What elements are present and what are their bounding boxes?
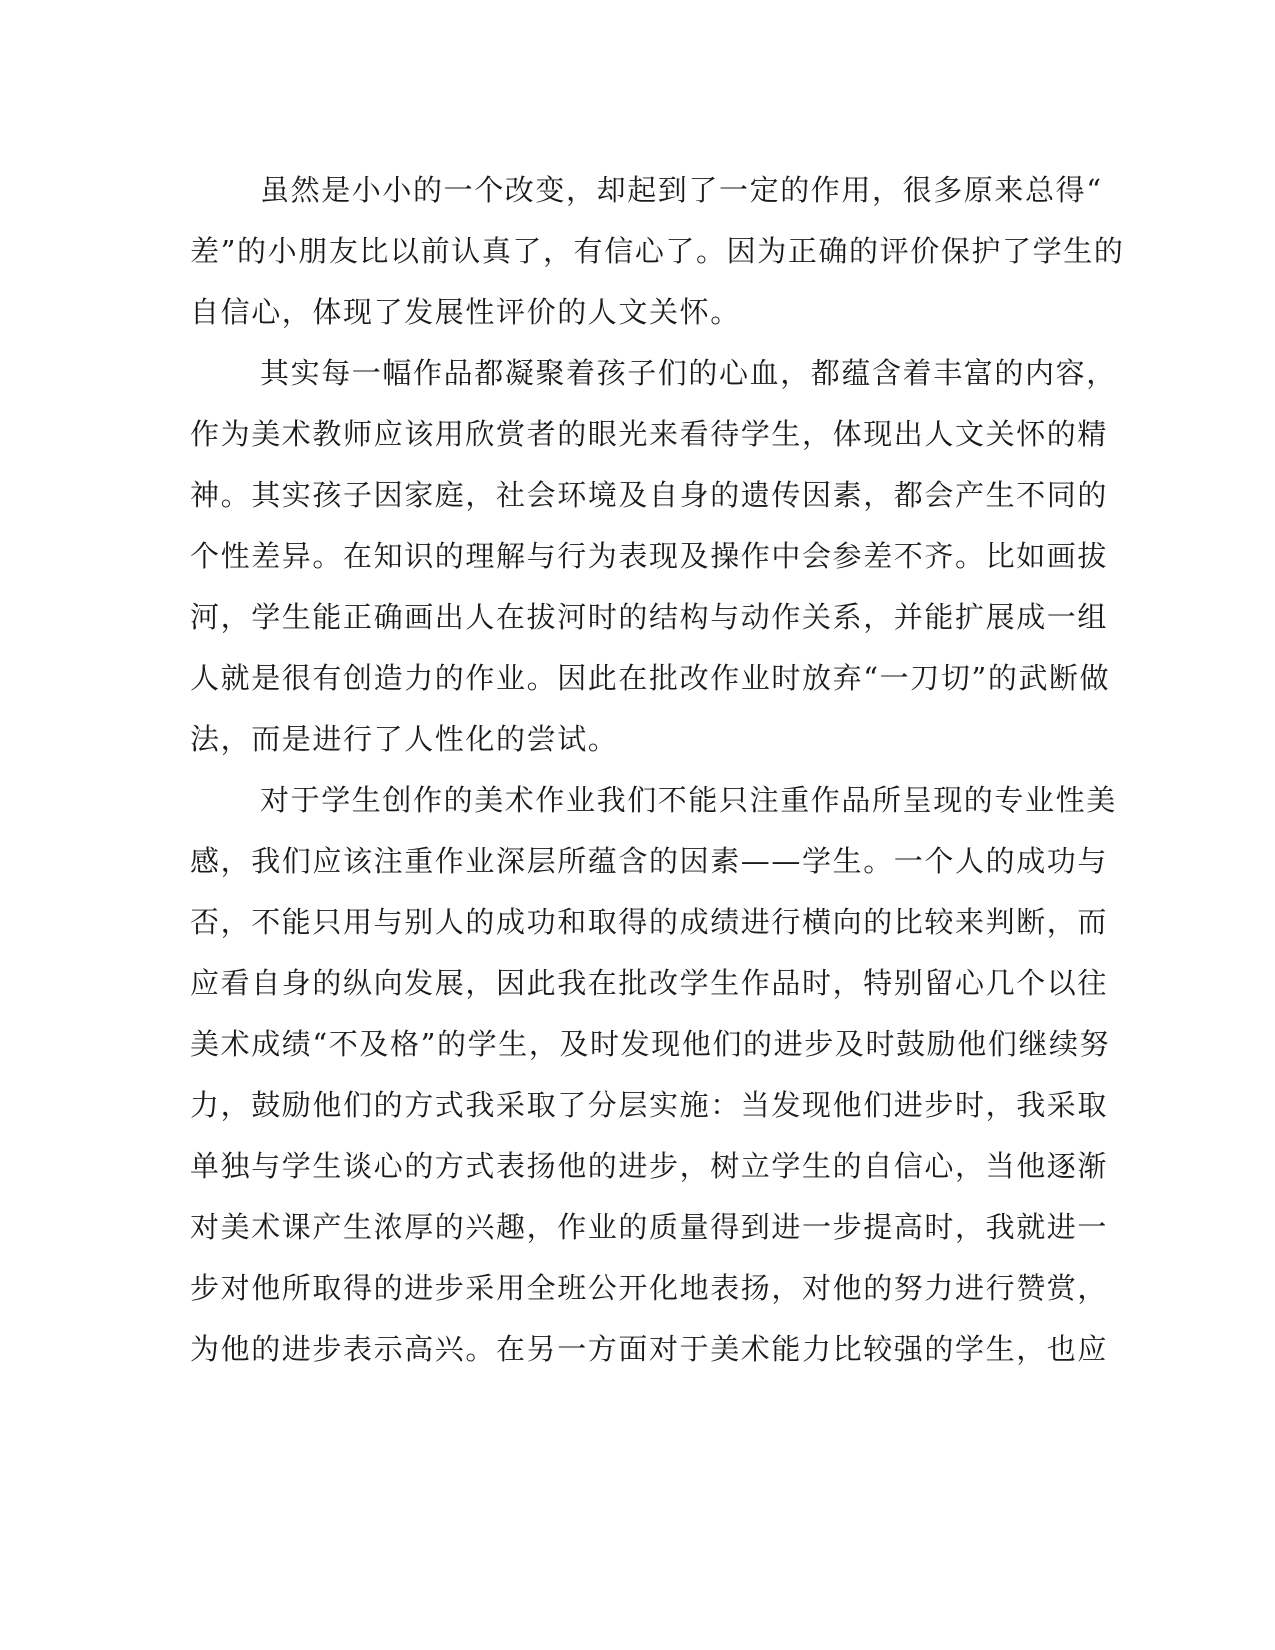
paragraph-3-line-9: 步对他所取得的进步采用全班公开化地表扬，对他的努力进行赞赏，	[190, 1271, 1109, 1305]
paragraph-3-line-5: 美术成绩“不及格”的学生，及时发现他们的进步及时鼓励他们继续努	[190, 1027, 1111, 1061]
paragraph-3-line-2: 感，我们应该注重作业深层所蕴含的因素——学生。一个人的成功与	[190, 844, 1109, 878]
document-body	[190, 160, 1125, 1380]
paragraph-2-line-1: 其实每一幅作品都凝聚着孩子们的心血，都蕴含着丰富的内容，	[260, 356, 1117, 390]
paragraph-2-line-7: 法，而是进行了人性化的尝试。	[190, 722, 619, 756]
paragraph-2-line-5: 河，学生能正确画出人在拔河时的结构与动作关系，并能扩展成一组	[190, 600, 1109, 634]
paragraph-1-line-1: 虽然是小小的一个改变，却起到了一定的作用，很多原来总得“	[260, 173, 1103, 207]
paragraph-2-line-6: 人就是很有创造力的作业。因此在批改作业时放弃“一刀切”的武断做	[190, 661, 1111, 695]
paragraph-2-line-4: 个性差异。在知识的理解与行为表现及操作中会参差不齐。比如画拔	[190, 539, 1109, 573]
paragraph-2-line-3: 神。其实孩子因家庭，社会环境及自身的遗传因素，都会产生不同的	[190, 478, 1109, 512]
paragraph-3-line-10: 为他的进步表示高兴。在另一方面对于美术能力比较强的学生，也应	[190, 1332, 1109, 1366]
paragraph-3-line-4: 应看自身的纵向发展，因此我在批改学生作品时，特别留心几个以往	[190, 966, 1109, 1000]
paragraph-3-line-1: 对于学生创作的美术作业我们不能只注重作品所呈现的专业性美	[260, 783, 1117, 817]
paragraph-1-line-3: 自信心，体现了发展性评价的人文关怀。	[190, 295, 741, 329]
paragraph-3-line-3: 否，不能只用与别人的成功和取得的成绩进行横向的比较来判断，而	[190, 905, 1109, 939]
paragraph-1-line-2: 差”的小朋友比以前认真了，有信心了。因为正确的评价保护了学生的	[190, 234, 1125, 268]
paragraph-3-line-8: 对美术课产生浓厚的兴趣，作业的质量得到进一步提高时，我就进一	[190, 1210, 1109, 1244]
paragraph-3-line-7: 单独与学生谈心的方式表扬他的进步，树立学生的自信心，当他逐渐	[190, 1149, 1109, 1183]
paragraph-3-line-6: 力，鼓励他们的方式我采取了分层实施：当发现他们进步时，我采取	[190, 1088, 1109, 1122]
paragraph-2-line-2: 作为美术教师应该用欣赏者的眼光来看待学生，体现出人文关怀的精	[190, 417, 1109, 451]
